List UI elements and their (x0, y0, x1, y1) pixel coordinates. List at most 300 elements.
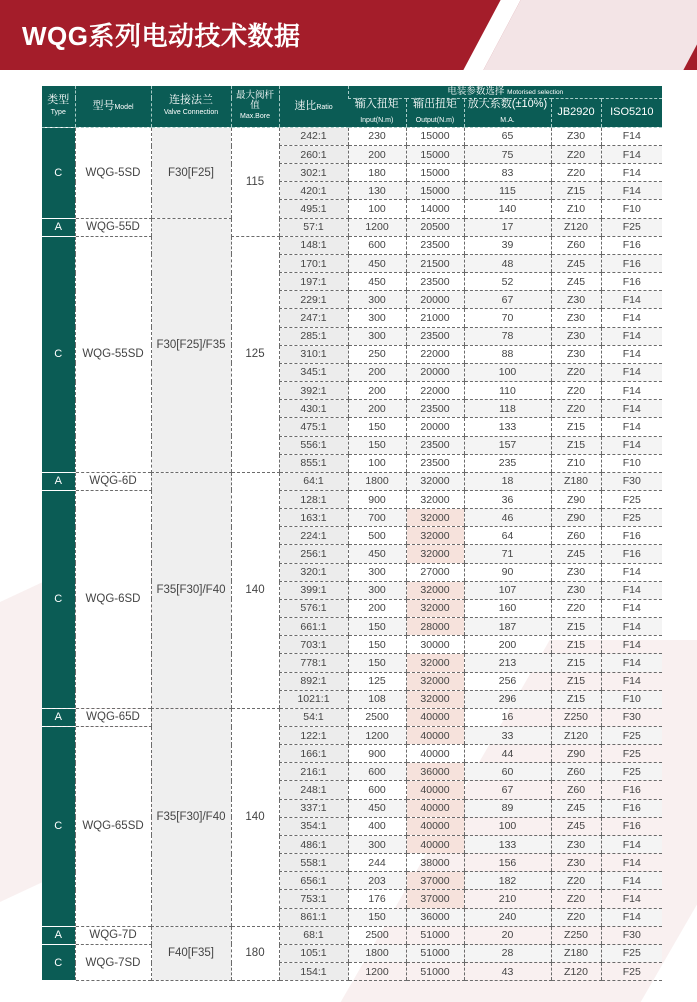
jb2920-cell: Z10 (551, 200, 601, 218)
iso5210-cell: F30 (601, 926, 662, 944)
ratio-cell: 855:1 (279, 454, 348, 472)
ma-cell: 200 (464, 636, 551, 654)
ratio-cell: 122:1 (279, 727, 348, 745)
table-row (42, 944, 662, 962)
ratio-cell: 197:1 (279, 273, 348, 291)
jb2920-cell: Z20 (551, 146, 601, 164)
input-torque-cell: 200 (348, 400, 406, 418)
table-row (42, 490, 662, 508)
connection-cell: F30[F25] (151, 127, 231, 218)
output-torque-cell: 36000 (406, 763, 464, 781)
input-torque-cell: 2500 (348, 708, 406, 726)
jb2920-cell: Z20 (551, 599, 601, 617)
output-torque-cell: 32000 (406, 599, 464, 617)
input-torque-cell: 1800 (348, 944, 406, 962)
input-torque-cell: 150 (348, 436, 406, 454)
output-torque-cell: 37000 (406, 890, 464, 908)
ma-cell: 44 (464, 745, 551, 763)
jb2920-cell: Z15 (551, 654, 601, 672)
iso5210-cell: F14 (601, 618, 662, 636)
ma-cell: 75 (464, 146, 551, 164)
jb2920-cell: Z250 (551, 708, 601, 726)
iso5210-cell: F14 (601, 400, 662, 418)
ratio-cell: 430:1 (279, 400, 348, 418)
jb2920-cell: Z60 (551, 763, 601, 781)
type-cell: A (42, 218, 75, 236)
jb2920-cell: Z60 (551, 527, 601, 545)
header-decoration (483, 0, 697, 70)
header-jb2920: JB2920 (551, 98, 601, 127)
jb2920-cell: Z20 (551, 908, 601, 926)
input-torque-cell: 300 (348, 327, 406, 345)
model-cell: WQG-7D (75, 926, 151, 944)
output-torque-cell: 51000 (406, 926, 464, 944)
input-torque-cell: 200 (348, 146, 406, 164)
table-row (42, 127, 662, 145)
input-torque-cell: 150 (348, 636, 406, 654)
jb2920-cell: Z90 (551, 745, 601, 763)
iso5210-cell: F14 (601, 872, 662, 890)
ma-cell: 235 (464, 454, 551, 472)
header-connection: 连接法兰 Valve Connection (151, 86, 231, 127)
spec-table (42, 86, 662, 981)
iso5210-cell: F14 (601, 636, 662, 654)
table-row (42, 218, 662, 236)
jb2920-cell: Z120 (551, 218, 601, 236)
input-torque-cell: 150 (348, 654, 406, 672)
ratio-cell: 399:1 (279, 581, 348, 599)
output-torque-cell: 40000 (406, 817, 464, 835)
jb2920-cell: Z60 (551, 781, 601, 799)
ratio-cell: 68:1 (279, 926, 348, 944)
type-cell: C (42, 727, 75, 927)
ratio-cell: 753:1 (279, 890, 348, 908)
iso5210-cell: F25 (601, 963, 662, 981)
iso5210-cell: F14 (601, 835, 662, 853)
output-torque-cell: 40000 (406, 745, 464, 763)
input-torque-cell: 450 (348, 799, 406, 817)
jb2920-cell: Z20 (551, 400, 601, 418)
ratio-cell: 302:1 (279, 164, 348, 182)
iso5210-cell: F14 (601, 164, 662, 182)
ma-cell: 43 (464, 963, 551, 981)
ma-cell: 78 (464, 327, 551, 345)
input-torque-cell: 1200 (348, 727, 406, 745)
ma-cell: 110 (464, 382, 551, 400)
input-torque-cell: 244 (348, 854, 406, 872)
iso5210-cell: F14 (601, 854, 662, 872)
ma-cell: 67 (464, 291, 551, 309)
output-torque-cell: 23500 (406, 273, 464, 291)
model-cell: WQG-6D (75, 472, 151, 490)
model-cell: WQG-55SD (75, 236, 151, 472)
header-type: 类型 Type (42, 86, 75, 127)
output-torque-cell: 32000 (406, 654, 464, 672)
iso5210-cell: F16 (601, 527, 662, 545)
output-torque-cell: 32000 (406, 672, 464, 690)
iso5210-cell: F14 (601, 327, 662, 345)
type-cell: C (42, 944, 75, 980)
output-torque-cell: 28000 (406, 618, 464, 636)
jb2920-cell: Z30 (551, 835, 601, 853)
input-torque-cell: 300 (348, 291, 406, 309)
ma-cell: 20 (464, 926, 551, 944)
ma-cell: 33 (464, 727, 551, 745)
output-torque-cell: 23500 (406, 236, 464, 254)
type-cell: C (42, 236, 75, 472)
connection-cell: F35[F30]/F40 (151, 472, 231, 708)
iso5210-cell: F16 (601, 781, 662, 799)
ma-cell: 182 (464, 872, 551, 890)
input-torque-cell: 200 (348, 363, 406, 381)
ratio-cell: 54:1 (279, 708, 348, 726)
ma-cell: 89 (464, 799, 551, 817)
table-row (42, 727, 662, 745)
jb2920-cell: Z90 (551, 490, 601, 508)
ratio-cell: 148:1 (279, 236, 348, 254)
jb2920-cell: Z30 (551, 581, 601, 599)
iso5210-cell: F25 (601, 944, 662, 962)
iso5210-cell: F25 (601, 490, 662, 508)
jb2920-cell: Z30 (551, 854, 601, 872)
ratio-cell: 229:1 (279, 291, 348, 309)
connection-cell: F35[F30]/F40 (151, 708, 231, 926)
ma-cell: 100 (464, 817, 551, 835)
iso5210-cell: F14 (601, 418, 662, 436)
input-torque-cell: 300 (348, 581, 406, 599)
input-torque-cell: 300 (348, 309, 406, 327)
output-torque-cell: 22000 (406, 382, 464, 400)
ratio-cell: 154:1 (279, 963, 348, 981)
ma-cell: 48 (464, 254, 551, 272)
ma-cell: 36 (464, 490, 551, 508)
output-torque-cell: 20000 (406, 418, 464, 436)
jb2920-cell: Z120 (551, 963, 601, 981)
output-torque-cell: 32000 (406, 581, 464, 599)
iso5210-cell: F25 (601, 509, 662, 527)
ratio-cell: 64:1 (279, 472, 348, 490)
input-torque-cell: 230 (348, 127, 406, 145)
ratio-cell: 105:1 (279, 944, 348, 962)
output-torque-cell: 51000 (406, 944, 464, 962)
iso5210-cell: F16 (601, 545, 662, 563)
ratio-cell: 242:1 (279, 127, 348, 145)
ma-cell: 83 (464, 164, 551, 182)
input-torque-cell: 400 (348, 817, 406, 835)
ma-cell: 107 (464, 581, 551, 599)
input-torque-cell: 100 (348, 200, 406, 218)
ratio-cell: 420:1 (279, 182, 348, 200)
ma-cell: 64 (464, 527, 551, 545)
ratio-cell: 558:1 (279, 854, 348, 872)
output-torque-cell: 32000 (406, 509, 464, 527)
input-torque-cell: 250 (348, 345, 406, 363)
ratio-cell: 57:1 (279, 218, 348, 236)
ma-cell: 28 (464, 944, 551, 962)
ma-cell: 100 (464, 363, 551, 381)
iso5210-cell: F14 (601, 563, 662, 581)
connection-cell: F40[F35] (151, 926, 231, 980)
output-torque-cell: 22000 (406, 345, 464, 363)
iso5210-cell: F14 (601, 309, 662, 327)
iso5210-cell: F25 (601, 745, 662, 763)
ratio-cell: 224:1 (279, 527, 348, 545)
jb2920-cell: Z10 (551, 454, 601, 472)
type-cell: C (42, 490, 75, 708)
ma-cell: 70 (464, 309, 551, 327)
ma-cell: 187 (464, 618, 551, 636)
model-cell: WQG-7SD (75, 944, 151, 980)
bore-cell: 140 (231, 472, 279, 708)
input-torque-cell: 1200 (348, 963, 406, 981)
ratio-cell: 345:1 (279, 363, 348, 381)
jb2920-cell: Z20 (551, 890, 601, 908)
iso5210-cell: F10 (601, 690, 662, 708)
output-torque-cell: 40000 (406, 835, 464, 853)
output-torque-cell: 21500 (406, 254, 464, 272)
input-torque-cell: 900 (348, 745, 406, 763)
output-torque-cell: 27000 (406, 563, 464, 581)
ratio-cell: 354:1 (279, 817, 348, 835)
iso5210-cell: F14 (601, 599, 662, 617)
input-torque-cell: 600 (348, 236, 406, 254)
header-input: 输入扭矩 Input(N.m) (348, 98, 406, 127)
output-torque-cell: 32000 (406, 472, 464, 490)
iso5210-cell: F14 (601, 654, 662, 672)
input-torque-cell: 700 (348, 509, 406, 527)
output-torque-cell: 32000 (406, 545, 464, 563)
bore-cell: 140 (231, 708, 279, 926)
jb2920-cell: Z45 (551, 254, 601, 272)
output-torque-cell: 32000 (406, 527, 464, 545)
input-torque-cell: 203 (348, 872, 406, 890)
header-ratio: 速比Ratio (279, 86, 348, 127)
jb2920-cell: Z180 (551, 944, 601, 962)
jb2920-cell: Z20 (551, 363, 601, 381)
ma-cell: 60 (464, 763, 551, 781)
model-cell: WQG-55D (75, 218, 151, 236)
output-torque-cell: 15000 (406, 127, 464, 145)
ratio-cell: 861:1 (279, 908, 348, 926)
ma-cell: 160 (464, 599, 551, 617)
input-torque-cell: 900 (348, 490, 406, 508)
output-torque-cell: 21000 (406, 309, 464, 327)
iso5210-cell: F10 (601, 454, 662, 472)
iso5210-cell: F25 (601, 763, 662, 781)
ma-cell: 52 (464, 273, 551, 291)
iso5210-cell: F30 (601, 472, 662, 490)
ma-cell: 46 (464, 509, 551, 527)
ratio-cell: 256:1 (279, 545, 348, 563)
model-cell: WQG-6SD (75, 490, 151, 708)
ratio-cell: 703:1 (279, 636, 348, 654)
type-cell: A (42, 472, 75, 490)
connection-cell: F30[F25]/F35 (151, 218, 231, 472)
ratio-cell: 247:1 (279, 309, 348, 327)
jb2920-cell: Z20 (551, 872, 601, 890)
iso5210-cell: F14 (601, 182, 662, 200)
iso5210-cell: F14 (601, 890, 662, 908)
iso5210-cell: F25 (601, 218, 662, 236)
ma-cell: 39 (464, 236, 551, 254)
ratio-cell: 656:1 (279, 872, 348, 890)
model-cell: WQG-65D (75, 708, 151, 726)
jb2920-cell: Z20 (551, 382, 601, 400)
ma-cell: 133 (464, 418, 551, 436)
ratio-cell: 216:1 (279, 763, 348, 781)
output-torque-cell: 23500 (406, 400, 464, 418)
output-torque-cell: 15000 (406, 146, 464, 164)
bore-cell: 125 (231, 236, 279, 472)
ratio-cell: 248:1 (279, 781, 348, 799)
iso5210-cell: F14 (601, 291, 662, 309)
ratio-cell: 778:1 (279, 654, 348, 672)
output-torque-cell: 15000 (406, 182, 464, 200)
table-row (42, 708, 662, 726)
jb2920-cell: Z30 (551, 309, 601, 327)
header-bore: 最大阀杆值 Max.Bore (231, 86, 279, 127)
bore-cell: 180 (231, 926, 279, 980)
jb2920-cell: Z30 (551, 327, 601, 345)
input-torque-cell: 450 (348, 273, 406, 291)
jb2920-cell: Z45 (551, 799, 601, 817)
input-torque-cell: 2500 (348, 926, 406, 944)
type-cell: A (42, 926, 75, 944)
input-torque-cell: 200 (348, 382, 406, 400)
input-torque-cell: 1800 (348, 472, 406, 490)
ma-cell: 18 (464, 472, 551, 490)
iso5210-cell: F14 (601, 672, 662, 690)
jb2920-cell: Z15 (551, 182, 601, 200)
output-torque-cell: 23500 (406, 327, 464, 345)
jb2920-cell: Z250 (551, 926, 601, 944)
ratio-cell: 285:1 (279, 327, 348, 345)
input-torque-cell: 600 (348, 781, 406, 799)
iso5210-cell: F14 (601, 345, 662, 363)
ma-cell: 90 (464, 563, 551, 581)
jb2920-cell: Z15 (551, 418, 601, 436)
ratio-cell: 320:1 (279, 563, 348, 581)
table-row (42, 472, 662, 490)
jb2920-cell: Z45 (551, 817, 601, 835)
model-cell: WQG-5SD (75, 127, 151, 218)
output-torque-cell: 30000 (406, 636, 464, 654)
output-torque-cell: 15000 (406, 164, 464, 182)
ma-cell: 16 (464, 708, 551, 726)
header-ma: 放大系数(±10%) M.A. (464, 98, 551, 127)
ratio-cell: 310:1 (279, 345, 348, 363)
table-row (42, 926, 662, 944)
ratio-cell: 556:1 (279, 436, 348, 454)
iso5210-cell: F10 (601, 200, 662, 218)
jb2920-cell: Z15 (551, 436, 601, 454)
iso5210-cell: F14 (601, 127, 662, 145)
jb2920-cell: Z15 (551, 690, 601, 708)
jb2920-cell: Z45 (551, 273, 601, 291)
header-output: 输出扭矩 Output(N.m) (406, 98, 464, 127)
bore-cell: 115 (231, 127, 279, 236)
input-torque-cell: 100 (348, 454, 406, 472)
ma-cell: 71 (464, 545, 551, 563)
spec-table-container (42, 86, 662, 981)
ma-cell: 133 (464, 835, 551, 853)
ratio-cell: 163:1 (279, 509, 348, 527)
ma-cell: 156 (464, 854, 551, 872)
jb2920-cell: Z15 (551, 618, 601, 636)
output-torque-cell: 40000 (406, 727, 464, 745)
table-row (42, 236, 662, 254)
output-torque-cell: 23500 (406, 454, 464, 472)
output-torque-cell: 20000 (406, 363, 464, 381)
header-motorised: 电装参数选择 Motorised selection (348, 86, 662, 98)
jb2920-cell: Z30 (551, 127, 601, 145)
ratio-cell: 166:1 (279, 745, 348, 763)
jb2920-cell: Z30 (551, 563, 601, 581)
input-torque-cell: 108 (348, 690, 406, 708)
output-torque-cell: 20000 (406, 291, 464, 309)
ratio-cell: 392:1 (279, 382, 348, 400)
ratio-cell: 1021:1 (279, 690, 348, 708)
iso5210-cell: F14 (601, 382, 662, 400)
ratio-cell: 661:1 (279, 618, 348, 636)
ma-cell: 240 (464, 908, 551, 926)
output-torque-cell: 40000 (406, 708, 464, 726)
header-banner (0, 0, 697, 70)
output-torque-cell: 40000 (406, 781, 464, 799)
ratio-cell: 128:1 (279, 490, 348, 508)
ratio-cell: 576:1 (279, 599, 348, 617)
jb2920-cell: Z180 (551, 472, 601, 490)
ma-cell: 67 (464, 781, 551, 799)
output-torque-cell: 36000 (406, 908, 464, 926)
jb2920-cell: Z60 (551, 236, 601, 254)
iso5210-cell: F14 (601, 581, 662, 599)
input-torque-cell: 125 (348, 672, 406, 690)
ma-cell: 157 (464, 436, 551, 454)
input-torque-cell: 130 (348, 182, 406, 200)
ratio-cell: 475:1 (279, 418, 348, 436)
jb2920-cell: Z30 (551, 291, 601, 309)
input-torque-cell: 200 (348, 599, 406, 617)
output-torque-cell: 32000 (406, 690, 464, 708)
iso5210-cell: F30 (601, 708, 662, 726)
input-torque-cell: 500 (348, 527, 406, 545)
input-torque-cell: 450 (348, 545, 406, 563)
model-cell: WQG-65SD (75, 727, 151, 927)
output-torque-cell: 37000 (406, 872, 464, 890)
iso5210-cell: F14 (601, 363, 662, 381)
iso5210-cell: F25 (601, 727, 662, 745)
input-torque-cell: 600 (348, 763, 406, 781)
input-torque-cell: 150 (348, 418, 406, 436)
input-torque-cell: 150 (348, 618, 406, 636)
input-torque-cell: 450 (348, 254, 406, 272)
jb2920-cell: Z120 (551, 727, 601, 745)
input-torque-cell: 180 (348, 164, 406, 182)
ma-cell: 213 (464, 654, 551, 672)
type-cell: C (42, 127, 75, 218)
ratio-cell: 486:1 (279, 835, 348, 853)
output-torque-cell: 51000 (406, 963, 464, 981)
jb2920-cell: Z15 (551, 672, 601, 690)
ratio-cell: 170:1 (279, 254, 348, 272)
ratio-cell: 892:1 (279, 672, 348, 690)
jb2920-cell: Z15 (551, 636, 601, 654)
jb2920-cell: Z90 (551, 509, 601, 527)
output-torque-cell: 40000 (406, 799, 464, 817)
ma-cell: 115 (464, 182, 551, 200)
jb2920-cell: Z20 (551, 164, 601, 182)
